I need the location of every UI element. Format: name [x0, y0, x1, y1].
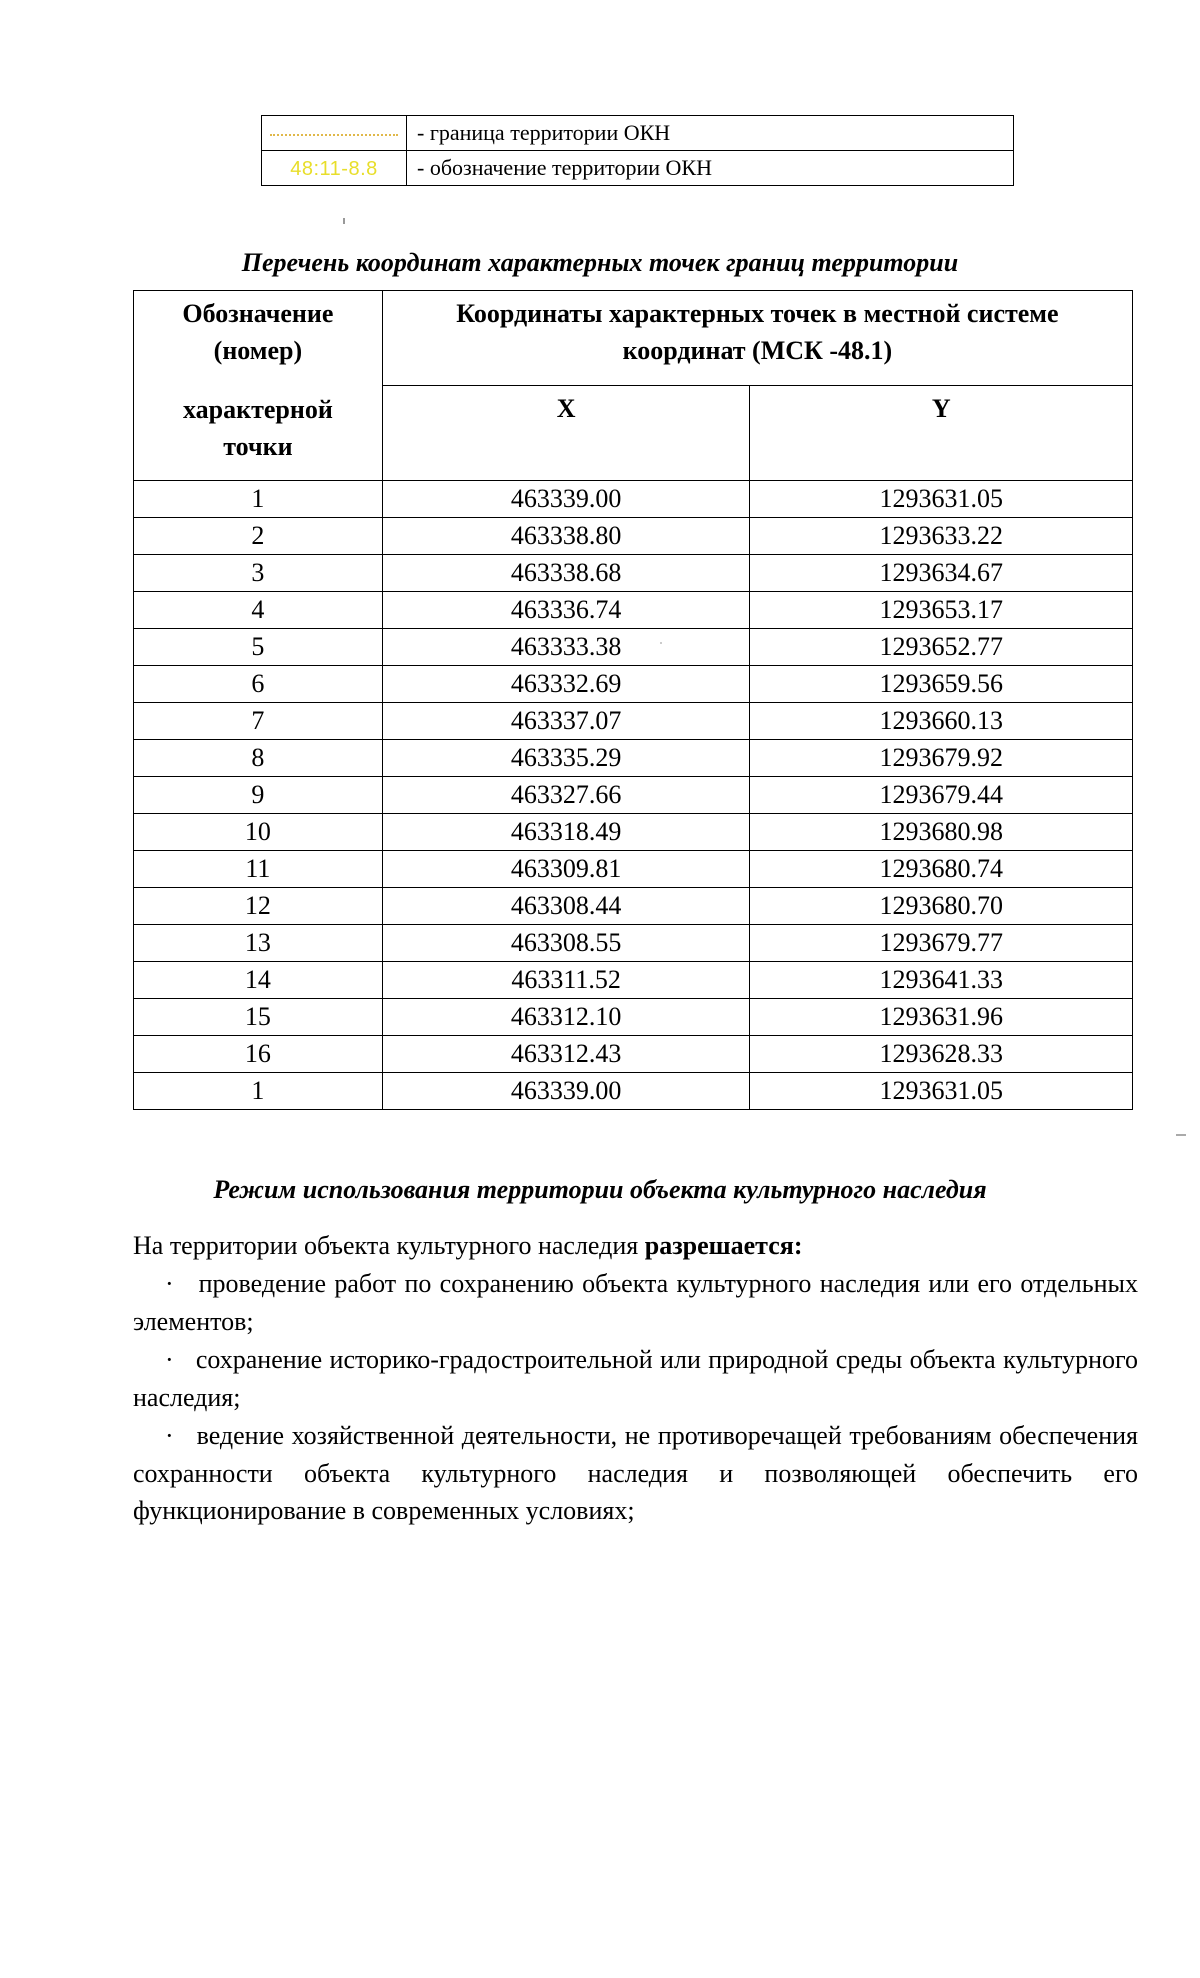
cell-y: 1293634.67: [750, 555, 1133, 592]
cell-y: 1293679.92: [750, 740, 1133, 777]
cell-y: 1293628.33: [750, 1036, 1133, 1073]
cell-point-number: 6: [134, 666, 383, 703]
table-row: [134, 555, 1133, 592]
cell-y: 1293679.77: [750, 925, 1133, 962]
table-row: [134, 592, 1133, 629]
cell-point-number: 4: [134, 592, 383, 629]
header-point-line2: (номер): [213, 336, 303, 365]
cell-y: 1293653.17: [750, 592, 1133, 629]
header-coordinates: [382, 291, 1132, 386]
cell-y: 1293631.05: [750, 1073, 1133, 1110]
bullet-text: ведение хозяйственной деятельности, не противоречащей требованиям обеспечения сохранности объекта культурного наследия и позволяющей обеспечить его функционирование в современных условиях;: [133, 1421, 1138, 1525]
legend-row-designation: [262, 151, 1014, 186]
cell-x: 463332.69: [382, 666, 750, 703]
cell-point-number: 5: [134, 629, 383, 666]
header-coords-line2: координат (МСК -48.1): [622, 336, 893, 365]
legend-boundary-text: - граница территории ОКН: [407, 116, 1014, 151]
cell-x: 463312.10: [382, 999, 750, 1036]
cell-x: 463312.43: [382, 1036, 750, 1073]
table-title: Перечень координат характерных точек границ территории: [241, 248, 959, 277]
cell-point-number: 8: [134, 740, 383, 777]
designation-symbol: [262, 151, 407, 186]
scan-edge-mark: [1176, 1134, 1186, 1136]
cell-y: 1293660.13: [750, 703, 1133, 740]
territory-code: 48:11-8.8: [290, 158, 378, 180]
cell-point-number: 2: [134, 518, 383, 555]
dotted-line-icon: [270, 134, 398, 136]
cell-point-number: 14: [134, 962, 383, 999]
bullet-item-1: [133, 1265, 1138, 1340]
cell-point-number: 7: [134, 703, 383, 740]
cell-point-number: 11: [134, 851, 383, 888]
table-row: [134, 740, 1133, 777]
cell-x: 463327.66: [382, 777, 750, 814]
bullet-text: сохранение историко-градостроительной или природной среды объекта культурного наследия;: [133, 1345, 1139, 1412]
regime-intro: [133, 1227, 1138, 1265]
table-row: [134, 999, 1133, 1036]
table-row: [134, 777, 1133, 814]
table-row: [134, 962, 1133, 999]
cell-y: 1293659.56: [750, 666, 1133, 703]
bullet-marker: ·: [165, 1345, 174, 1374]
header-point-line4: точки: [223, 432, 293, 461]
cell-y: 1293679.44: [750, 777, 1133, 814]
cell-x: 463311.52: [382, 962, 750, 999]
bullet-marker: ·: [165, 1269, 174, 1298]
cell-y: 1293633.22: [750, 518, 1133, 555]
cell-x: 463339.00: [382, 1073, 750, 1110]
table-row: [134, 518, 1133, 555]
cell-point-number: 12: [134, 888, 383, 925]
table-row: [134, 1036, 1133, 1073]
cell-y: 1293652.77: [750, 629, 1133, 666]
bullet-item-3: [133, 1417, 1138, 1530]
header-coords-line1: Координаты характерных точек в местной системе: [456, 299, 1059, 328]
cell-x: 463339.00: [382, 481, 750, 518]
table-row: [134, 666, 1133, 703]
cell-x: 463338.80: [382, 518, 750, 555]
cell-y: 1293631.96: [750, 999, 1133, 1036]
bullet-marker: ·: [165, 1421, 174, 1450]
legend-designation-text: - обозначение территории ОКН: [407, 151, 1014, 186]
legend-row-boundary: [262, 116, 1014, 151]
cell-y: 1293680.74: [750, 851, 1133, 888]
cell-point-number: 15: [134, 999, 383, 1036]
cell-y: 1293680.98: [750, 814, 1133, 851]
cell-x: 463335.29: [382, 740, 750, 777]
table-row: [134, 888, 1133, 925]
cell-x: 463337.07: [382, 703, 750, 740]
header-point-line3: характерной: [182, 395, 333, 424]
coordinates-table: [133, 290, 1133, 1110]
regime-title: Режим использования территории объекта культурного наследия: [213, 1175, 987, 1204]
header-point-line1: Обозначение: [182, 299, 334, 328]
cell-point-number: 10: [134, 814, 383, 851]
cell-point-number: 9: [134, 777, 383, 814]
cell-x: 463308.55: [382, 925, 750, 962]
intro-text: На территории объекта культурного наследия: [133, 1231, 645, 1260]
cell-point-number: 16: [134, 1036, 383, 1073]
boundary-line-symbol: [262, 116, 407, 151]
table-row: [134, 481, 1133, 518]
cell-x: 463308.44: [382, 888, 750, 925]
intro-bold: разрешается:: [644, 1231, 803, 1260]
cell-point-number: 3: [134, 555, 383, 592]
header-x: X: [382, 386, 750, 481]
cell-x: 463333.38: [382, 629, 750, 666]
cell-x: 463338.68: [382, 555, 750, 592]
header-point-designation: [134, 291, 383, 481]
cell-x: 463336.74: [382, 592, 750, 629]
cell-point-number: 13: [134, 925, 383, 962]
cell-y: 1293631.05: [750, 481, 1133, 518]
cell-x: 463309.81: [382, 851, 750, 888]
scan-mark: [343, 218, 345, 224]
table-row: [134, 703, 1133, 740]
bullet-text: проведение работ по сохранению объекта культурного наследия или его отдельных элементов;: [133, 1269, 1138, 1336]
cell-point-number: 1: [134, 481, 383, 518]
table-row: [134, 851, 1133, 888]
bullet-item-2: [133, 1341, 1138, 1416]
header-y: Y: [750, 386, 1133, 481]
cell-x: 463318.49: [382, 814, 750, 851]
legend-table: [261, 115, 1014, 186]
cell-y: 1293680.70: [750, 888, 1133, 925]
cell-point-number: 1: [134, 1073, 383, 1110]
table-row: [134, 814, 1133, 851]
coordinates-body: [134, 481, 1133, 1110]
cell-y: 1293641.33: [750, 962, 1133, 999]
table-row: [134, 925, 1133, 962]
table-row: [134, 629, 1133, 666]
table-row: [134, 1073, 1133, 1110]
